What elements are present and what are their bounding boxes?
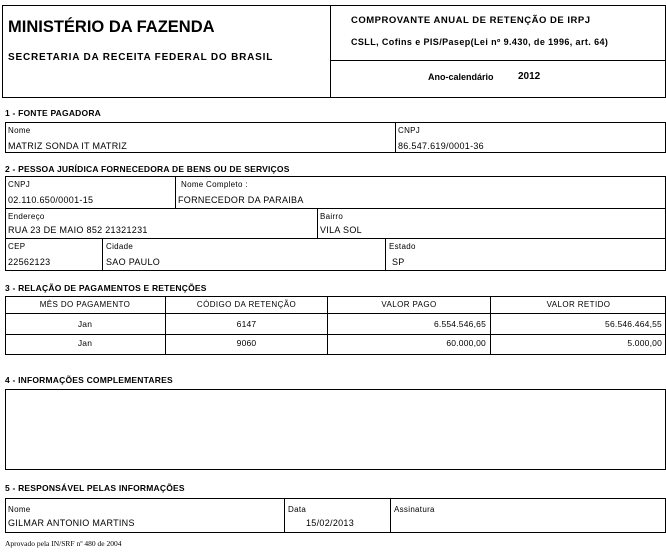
document-subtitle: CSLL, Cofins e PIS/Pasep(Lei nº 9.430, de 1996, art. 64) [351,37,609,47]
supplier-divider-1 [175,176,176,208]
responsible-date-label: Data [288,505,307,514]
supplier-box [5,176,666,271]
payer-name-label: Nome [8,126,31,135]
payer-name-value: MATRIZ SONDA IT MATRIZ [8,141,128,151]
table-row-1-paid: 6.554.546,65 [433,319,486,329]
supplier-address-label: Endereço [8,212,45,221]
responsible-date-value: 15/02/2013 [306,518,355,528]
table-row-2-code: 9060 [236,338,257,348]
supplier-row-line-1 [5,208,666,209]
secretariat-title: SECRETARIA DA RECEITA FEDERAL DO BRASIL [8,52,274,63]
supplier-divider-4 [385,238,386,271]
responsible-name-value: GILMAR ANTONIO MARTINS [8,518,135,528]
payments-row-line [5,334,666,335]
header-year-divider [330,60,666,61]
payments-header-line [5,313,666,314]
approval-footnote: Aprovado pela IN/SRF nº 480 de 2004 [5,539,122,548]
supplier-district-value: VILA SOL [320,225,362,235]
payer-cnpj-label: CNPJ [398,126,421,135]
section-3-title: 3 - RELAÇÃO DE PAGAMENTOS E RETENÇÕES [5,283,207,293]
responsible-signature-label: Assinatura [394,505,435,514]
ministry-title: MINISTÉRIO DA FAZENDA [8,18,215,36]
year-value: 2012 [518,71,541,82]
supplier-state-label: Estado [389,242,416,251]
supplier-row-line-2 [5,238,666,239]
supplier-fullname-value: FORNECEDOR DA PARAIBA [178,195,304,205]
supplier-divider-3 [102,238,103,271]
supplier-state-value: SP [392,257,405,267]
table-row-1-month: Jan [77,319,93,329]
supplier-cnpj-label: CNPJ [8,180,31,189]
payments-header-paid: VALOR PAGO [381,300,437,309]
section-2-title: 2 - PESSOA JURÍDICA FORNECEDORA DE BENS OU DE SERVIÇOS [5,164,290,174]
complementary-info-box [5,389,666,470]
payer-cnpj-value: 86.547.619/0001-36 [398,141,484,151]
section-4-title: 4 - INFORMAÇÕES COMPLEMENTARES [5,375,173,385]
section-1-title: 1 - FONTE PAGADORA [5,108,102,118]
payer-divider [395,122,396,153]
header-divider [330,5,331,98]
section-5-title: 5 - RESPONSÁVEL PELAS INFORMAÇÕES [5,483,185,493]
supplier-cnpj-value: 02.110.650/0001-15 [8,195,94,205]
table-row-1-retained: 56.546.464,55 [605,319,662,329]
responsible-name-label: Nome [8,505,31,514]
responsible-divider-2 [390,498,391,533]
table-row-2-retained: 5.000,00 [627,338,662,348]
supplier-city-label: Cidade [106,242,134,251]
payments-header-code: CÓDIGO DA RETENÇÃO [196,300,297,309]
responsible-divider-1 [284,498,285,533]
supplier-divider-2 [317,208,318,238]
year-label: Ano-calendário [428,72,494,82]
table-row-2-paid: 60.000,00 [446,338,486,348]
supplier-cep-value: 22562123 [8,257,51,267]
supplier-district-label: Bairro [320,212,344,221]
supplier-cep-label: CEP [8,242,26,251]
payments-header-retained: VALOR RETIDO [546,300,611,309]
supplier-address-value: RUA 23 DE MAIO 852 21321231 [8,225,148,235]
table-row-2-month: Jan [77,338,93,348]
supplier-city-value: SAO PAULO [106,257,161,267]
payments-header-month: MÊS DO PAGAMENTO [39,300,131,309]
supplier-fullname-label: Nome Completo : [181,180,248,189]
table-row-1-code: 6147 [236,319,257,329]
document-title: COMPROVANTE ANUAL DE RETENÇÃO DE IRPJ [351,15,591,26]
